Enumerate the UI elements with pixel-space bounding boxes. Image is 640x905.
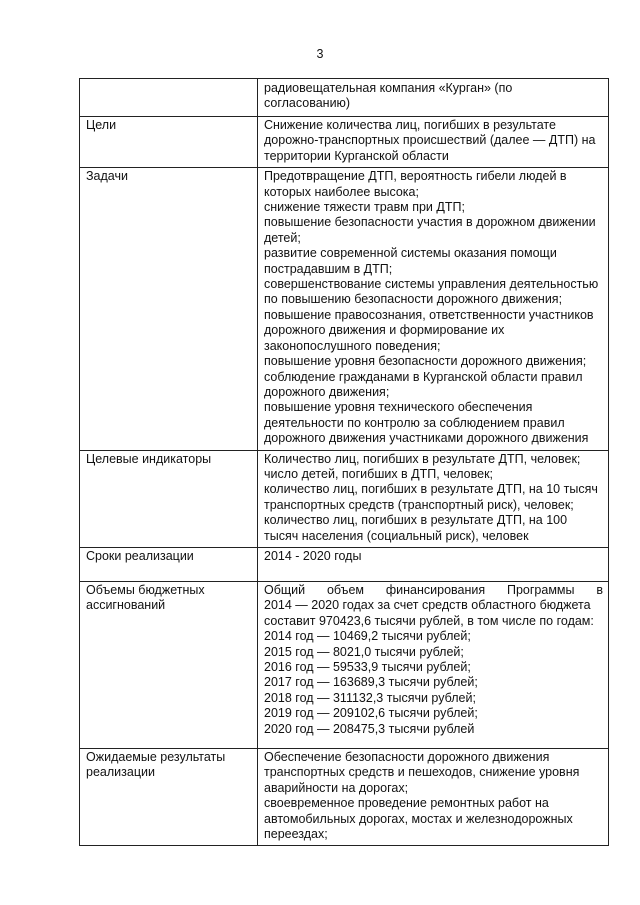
row-value-continuation [258,79,609,117]
row-label-empty [80,79,258,117]
value-line: Общий объем финансирования Программы в [264,582,603,597]
value-line: дорожного движения и формирование их [264,323,505,338]
table-row-continuation [80,79,609,117]
program-passport-table [79,78,609,846]
value-line: дорожного движения участниками дорожного движения [264,431,589,446]
value-line: 2020 год — 208475,3 тысячи рублей [264,721,475,736]
table-row-indicators [80,450,609,547]
row-label-tasks: Задачи [80,168,258,450]
value-line: 2015 год — 8021,0 тысячи рублей; [264,644,464,659]
value-line: по повышению безопасности дорожного движения; [264,292,563,307]
table-row-period [80,547,609,581]
value-line: автомобильных дорогах, мостах и железнодорожных [264,811,573,826]
value-line: своевременное проведение ремонтных работ на [264,796,549,811]
row-value-period [258,547,609,581]
value-line: тысяч населения (социальный риск), человек [264,528,529,543]
value-line: Количество лиц, погибших в результате ДТП, человек; [264,451,581,466]
value-line: согласованию) [264,96,351,111]
row-value-budget [258,581,609,748]
row-label-indicators: Целевые индикаторы [80,450,258,547]
value-line: 2016 год — 59533,9 тысячи рублей; [264,660,471,674]
value-line: количество лиц, погибших в результате ДТП, на 10 тысяч [264,482,598,497]
value-line: территории Курганской области [264,148,449,163]
row-value-indicators [258,450,609,547]
value-line: 2014 - 2020 годы [264,548,362,563]
value-line: Снижение количества лиц, погибших в результате [264,118,556,132]
value-line: радиовещательная компания «Курган» (по [264,81,513,95]
value-line: деятельности по контролю за соблюдением правил [264,415,565,430]
value-line: снижение тяжести травм при ДТП; [264,200,465,215]
value-line: число детей, погибших в ДТП, человек; [264,466,494,481]
value-line: аварийности на дорогах; [264,780,409,795]
table-row-results [80,748,609,845]
value-line: переездах; [264,827,328,841]
value-line: дорожно-транспортных происшествий (далее — ДТП) на [264,133,596,148]
value-line: развитие современной системы оказания помощи [264,246,557,261]
value-line: Предотвращение ДТП, вероятность гибели людей в [264,169,567,184]
value-line: повышение уровня технического обеспечения [264,400,533,415]
value-line: соблюдение гражданами в Курганской области правил [264,369,583,384]
row-label-results: Ожидаемые результаты реализации [80,748,258,845]
value-line: повышение уровня безопасности дорожного движения; [264,354,587,369]
page-number: 3 [316,47,324,61]
value-line: 2014 — 2020 годах за счет средств областного бюджета [264,598,591,613]
value-line: 2017 год — 163689,3 тысячи рублей; [264,675,478,690]
value-line: законопослушного поведения; [264,338,441,353]
value-line: детей; [264,230,301,245]
row-label-budget: Объемы бюджетных ассигнований [80,581,258,748]
value-line: повышение безопасности участия в дорожном движении [264,215,596,230]
table-row-tasks [80,168,609,450]
row-value-goals [258,117,609,168]
value-line: составит 970423,6 тысячи рублей, в том числе по годам: [264,613,594,628]
table-row-goals [80,117,609,168]
value-line: транспортных средств (транспортный риск), человек; [264,497,574,512]
row-value-results [258,748,609,845]
value-line: повышение правосознания, ответственности участников [264,307,594,322]
row-label-goals: Цели [80,117,258,168]
row-label-period: Сроки реализации [80,547,258,581]
value-line: Обеспечение безопасности дорожного движения [264,749,550,764]
value-line: количество лиц, погибших в результате ДТП, на 100 [264,513,568,528]
value-line: 2018 год — 311132,3 тысячи рублей; [264,690,476,705]
value-line: которых наиболее высока; [264,184,419,199]
value-line: транспортных средств и пешеходов, снижение уровня [264,765,580,780]
value-line: совершенствование системы управления деятельностью [264,277,599,292]
table-row-budget [80,581,609,748]
value-line: 2019 год — 209102,6 тысячи рублей; [264,706,478,721]
value-line: пострадавшим в ДТП; [264,261,393,276]
value-line: 2014 год — 10469,2 тысячи рублей; [264,629,471,644]
value-line: дорожного движения; [264,384,390,399]
row-value-tasks [258,168,609,450]
